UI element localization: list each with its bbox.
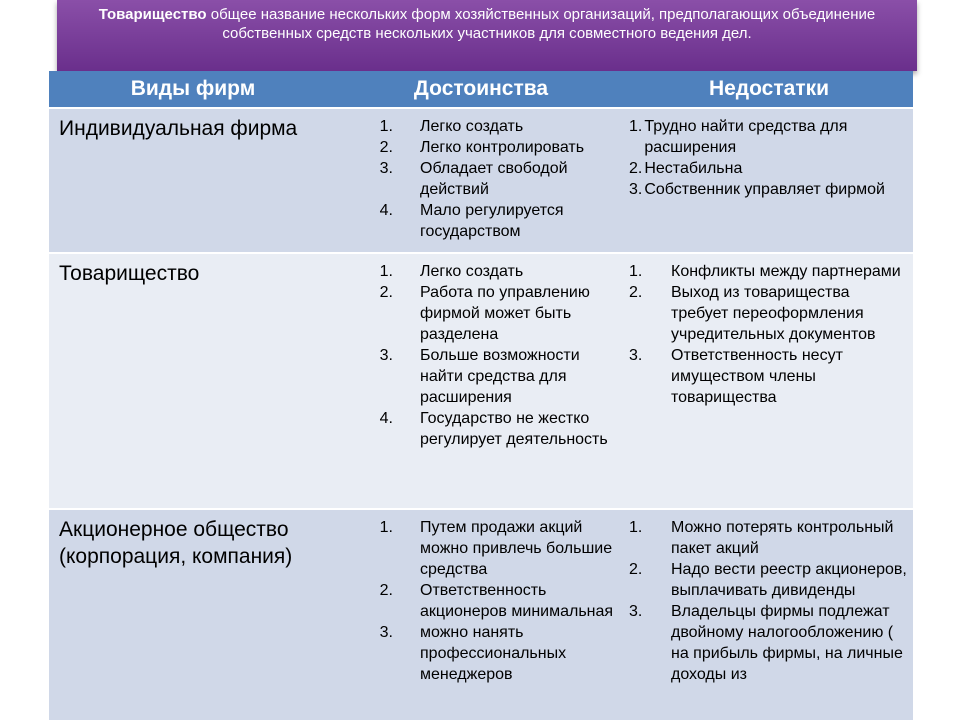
- list-item: 2. Ответственность акционеров минимальная: [379, 582, 614, 620]
- list-item: 1. Легко создать: [379, 263, 524, 280]
- list-item: 3. Собственник управляет фирмой: [629, 181, 885, 198]
- list-item: 1. Конфликты между партнерами: [629, 263, 901, 280]
- disadvantages-cell: [625, 109, 913, 252]
- list-item: 4. Мало регулируется государством: [379, 202, 564, 240]
- definition-term: Товарищество: [98, 6, 207, 23]
- list-item: 3. Ответственность несут имуществом члены товарищества: [629, 347, 843, 406]
- header-disadvantages: Недостатки: [708, 77, 830, 100]
- list-item: 2. Нестабильна: [629, 160, 743, 177]
- list-item: 1. Путем продажи акций можно привлечь большие средства: [379, 519, 613, 578]
- disadvantages-cell: [625, 254, 913, 508]
- list-item: 1. Можно потерять контрольный пакет акций: [629, 519, 894, 557]
- list-item: 3. Владельцы фирмы подлежат двойному налогообложению ( на прибыль фирмы, на личные доходы из: [629, 603, 903, 683]
- advantages-cell: [337, 510, 625, 720]
- list-item: 2. Работа по управлению фирмой может быть разделена: [379, 284, 590, 343]
- list-item: 3. можно нанять профессиональных менеджеров: [379, 624, 567, 683]
- list-item: 1. Трудно найти средства для расширения: [629, 118, 848, 156]
- firm-name: Товарищество: [59, 262, 200, 285]
- list-item: 3. Обладает свободой действий: [379, 160, 568, 198]
- table-header: [49, 71, 913, 109]
- list-item: 1. Легко создать: [379, 118, 524, 135]
- definition-banner: [57, 0, 917, 71]
- disadvantages-cell: [625, 510, 913, 720]
- list-item: 2. Легко контролировать: [379, 139, 585, 156]
- list-item: 2. Выход из товарищества требует переоформления учредительных документов: [629, 284, 876, 343]
- advantages-cell: [337, 254, 625, 508]
- header-advantages: Достоинства: [413, 77, 549, 100]
- list-item: 2. Надо вести реестр акционеров, выплачивать дивиденды: [629, 561, 907, 599]
- list-item: 3. Больше возможности найти средства для расширения: [379, 347, 580, 406]
- firm-types-table: [49, 71, 913, 720]
- firm-name: Акционерное общество (корпорация, компания): [59, 518, 293, 568]
- table-row-individual: [49, 109, 913, 254]
- table-row-partnership: [49, 254, 913, 510]
- header-firm-types: Виды фирм: [130, 77, 256, 100]
- table-row-joint-stock: [49, 510, 913, 720]
- list-item: 4. Государство не жестко регулирует деятельность: [379, 410, 608, 448]
- advantages-cell: [337, 109, 625, 252]
- firm-name: Индивидуальная фирма: [59, 117, 298, 140]
- definition-text: общее название нескольких форм хозяйственных организаций, предполагающих объединение собственных средств нескольких участников для совместного ведения дел.: [206, 6, 876, 42]
